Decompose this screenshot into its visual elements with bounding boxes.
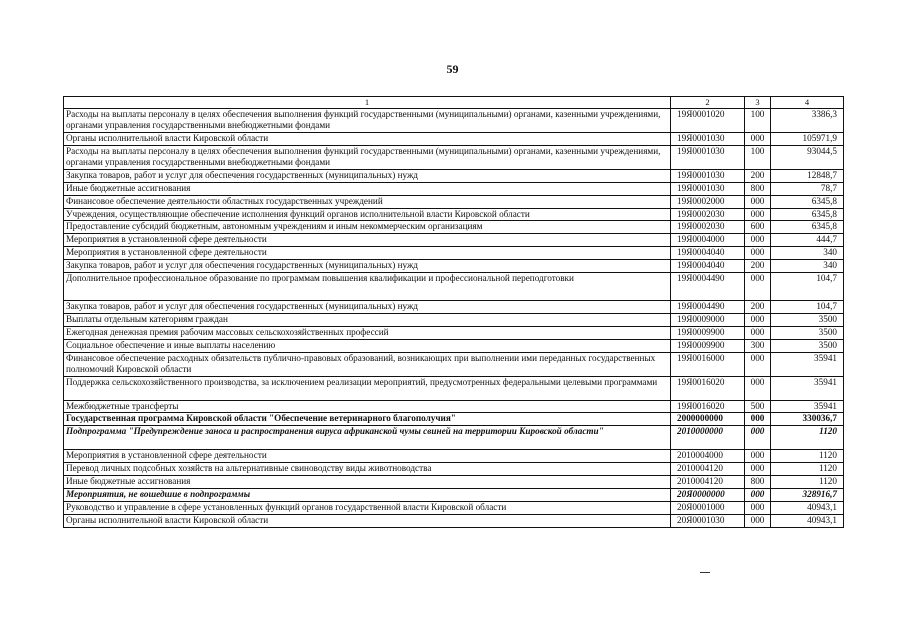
row-code-cell: 19Я0004000 — [671, 234, 745, 247]
header-col-type: 3 — [745, 97, 771, 109]
row-sum-cell: 328916,7 — [771, 489, 844, 502]
row-name-cell: Ежегодная денежная премия рабочим массовых сельскохозяйственных профессий — [64, 326, 671, 339]
row-sum-cell: 35941 — [771, 376, 844, 400]
table-row — [64, 273, 844, 301]
row-sum-cell: 3500 — [771, 326, 844, 339]
row-name-cell: Закупка товаров, работ и услуг для обеспечения государственных (муниципальных) нужд — [64, 169, 671, 182]
row-code-cell: 20Я0001000 — [671, 501, 745, 514]
table-row — [64, 326, 844, 339]
row-name-cell: Мероприятия в установленной сфере деятельности — [64, 234, 671, 247]
table-row — [64, 145, 844, 169]
row-sum-cell: 78,7 — [771, 182, 844, 195]
row-name-cell: Мероприятия, не вошедшие в подпрограммы — [64, 489, 671, 502]
row-sum-cell: 104,7 — [771, 301, 844, 314]
row-name-cell: Выплаты отдельным категориям граждан — [64, 313, 671, 326]
row-type-cell: 300 — [745, 339, 771, 352]
table-row — [64, 514, 844, 527]
row-code-cell: 19Я0002000 — [671, 195, 745, 208]
row-name-cell: Расходы на выплаты персоналу в целях обеспечения выполнения функций государственными (муниципальными) органами, казенными учреждениями, органами управления государственными внебюджетными фондами — [64, 109, 671, 133]
row-sum-cell: 3386,3 — [771, 109, 844, 133]
row-code-cell: 19Я0004490 — [671, 301, 745, 314]
row-sum-cell: 340 — [771, 247, 844, 260]
row-code-cell: 2000000000 — [671, 413, 745, 426]
row-code-cell: 19Я0016000 — [671, 352, 745, 376]
row-code-cell: 2010004120 — [671, 463, 745, 476]
row-type-cell: 500 — [745, 400, 771, 413]
row-type-cell: 000 — [745, 313, 771, 326]
row-type-cell: 000 — [745, 463, 771, 476]
table-row — [64, 247, 844, 260]
table-body — [64, 109, 844, 528]
row-name-cell: Органы исполнительной власти Кировской области — [64, 514, 671, 527]
row-name-cell: Мероприятия в установленной сфере деятельности — [64, 247, 671, 260]
row-sum-cell: 1120 — [771, 450, 844, 463]
row-sum-cell: 40943,1 — [771, 501, 844, 514]
row-code-cell: 19Я0016020 — [671, 376, 745, 400]
row-name-cell: Учреждения, осуществляющие обеспечение исполнения функций органов исполнительной власти Кировской области — [64, 208, 671, 221]
row-sum-cell: 1120 — [771, 426, 844, 450]
row-type-cell: 000 — [745, 426, 771, 450]
table-row — [64, 413, 844, 426]
table-row — [64, 195, 844, 208]
row-name-cell: Перевод личных подсобных хозяйств на альтернативные свиноводству виды животноводства — [64, 463, 671, 476]
row-type-cell: 800 — [745, 476, 771, 489]
row-type-cell: 000 — [745, 376, 771, 400]
row-sum-cell: 330036,7 — [771, 413, 844, 426]
row-name-cell: Закупка товаров, работ и услуг для обеспечения государственных (муниципальных) нужд — [64, 260, 671, 273]
row-sum-cell: 35941 — [771, 352, 844, 376]
row-code-cell: 2010004120 — [671, 476, 745, 489]
table-row — [64, 234, 844, 247]
row-type-cell: 000 — [745, 195, 771, 208]
row-name-cell: Межбюджетные трансферты — [64, 400, 671, 413]
row-sum-cell: 12848,7 — [771, 169, 844, 182]
row-sum-cell: 1120 — [771, 463, 844, 476]
row-code-cell: 19Я0009900 — [671, 339, 745, 352]
table-row — [64, 463, 844, 476]
row-sum-cell: 340 — [771, 260, 844, 273]
row-code-cell: 19Я0009900 — [671, 326, 745, 339]
row-type-cell: 000 — [745, 247, 771, 260]
page-number: 59 — [446, 62, 459, 76]
row-name-cell: Предоставление субсидий бюджетным, автономным учреждениям и иным некоммерческим организациям — [64, 221, 671, 234]
row-type-cell: 200 — [745, 169, 771, 182]
table-row — [64, 339, 844, 352]
row-code-cell: 19Я0001030 — [671, 145, 745, 169]
table-row — [64, 221, 844, 234]
row-type-cell: 000 — [745, 501, 771, 514]
row-name-cell: Подпрограмма "Предупреждение заноса и распространения вируса африканской чумы свиней на территории Кировской области" — [64, 426, 671, 450]
row-name-cell: Иные бюджетные ассигнования — [64, 476, 671, 489]
row-sum-cell: 35941 — [771, 400, 844, 413]
row-code-cell: 20Я0001030 — [671, 514, 745, 527]
row-name-cell: Руководство и управление в сфере установленных функций органов государственной власти Кировской области — [64, 501, 671, 514]
row-code-cell: 19Я0001030 — [671, 182, 745, 195]
row-sum-cell: 1120 — [771, 476, 844, 489]
row-sum-cell: 444,7 — [771, 234, 844, 247]
row-code-cell: 19Я0002030 — [671, 208, 745, 221]
table-row — [64, 301, 844, 314]
row-type-cell: 000 — [745, 133, 771, 146]
row-sum-cell: 3500 — [771, 339, 844, 352]
row-name-cell: Государственная программа Кировской области "Обеспечение ветеринарного благополучия" — [64, 413, 671, 426]
table-row — [64, 376, 844, 400]
row-name-cell: Расходы на выплаты персоналу в целях обеспечения выполнения функций государственными (муниципальными) органами, казенными учреждениями, органами управления государственными внебюджетными фондами — [64, 145, 671, 169]
row-name-cell: Органы исполнительной власти Кировской области — [64, 133, 671, 146]
row-type-cell: 200 — [745, 301, 771, 314]
row-sum-cell: 105971,9 — [771, 133, 844, 146]
header-col-code: 2 — [671, 97, 745, 109]
row-code-cell: 19Я0001020 — [671, 109, 745, 133]
row-type-cell: 000 — [745, 273, 771, 301]
row-type-cell: 000 — [745, 413, 771, 426]
table-row — [64, 133, 844, 146]
row-sum-cell: 6345,8 — [771, 208, 844, 221]
row-code-cell: 2010000000 — [671, 426, 745, 450]
row-type-cell: 000 — [745, 234, 771, 247]
row-sum-cell: 6345,8 — [771, 221, 844, 234]
row-code-cell: 19Я0016020 — [671, 400, 745, 413]
table-row — [64, 313, 844, 326]
row-sum-cell: 40943,1 — [771, 514, 844, 527]
table-row — [64, 352, 844, 376]
row-name-cell: Финансовое обеспечение расходных обязательств публично-правовых образований, возникающих при выполнении ими переданных государственных полномочий Кировской области — [64, 352, 671, 376]
row-name-cell: Социальное обеспечение и иные выплаты населению — [64, 339, 671, 352]
row-code-cell: 2010004000 — [671, 450, 745, 463]
row-type-cell: 000 — [745, 352, 771, 376]
row-type-cell: 100 — [745, 109, 771, 133]
row-code-cell: 19Я0001030 — [671, 133, 745, 146]
row-code-cell: 19Я0009000 — [671, 313, 745, 326]
row-type-cell: 600 — [745, 221, 771, 234]
header-col-name: 1 — [64, 97, 671, 109]
row-type-cell: 000 — [745, 489, 771, 502]
row-sum-cell: 104,7 — [771, 273, 844, 301]
row-type-cell: 200 — [745, 260, 771, 273]
table-row — [64, 476, 844, 489]
table-row — [64, 501, 844, 514]
row-code-cell: 19Я0002030 — [671, 221, 745, 234]
row-type-cell: 000 — [745, 450, 771, 463]
row-code-cell: 19Я0004040 — [671, 260, 745, 273]
table-row — [64, 426, 844, 450]
row-type-cell: 000 — [745, 514, 771, 527]
row-name-cell: Дополнительное профессиональное образование по программам повышения квалификации и профессиональной переподготовки — [64, 273, 671, 301]
table-row — [64, 169, 844, 182]
header-col-sum: 4 — [771, 97, 844, 109]
row-type-cell: 800 — [745, 182, 771, 195]
row-name-cell: Мероприятия в установленной сфере деятельности — [64, 450, 671, 463]
row-sum-cell: 6345,8 — [771, 195, 844, 208]
row-name-cell: Финансовое обеспечение деятельности областных государственных учреждений — [64, 195, 671, 208]
table-row — [64, 208, 844, 221]
row-code-cell: 19Я0001030 — [671, 169, 745, 182]
budget-table — [63, 96, 844, 528]
table-row — [64, 400, 844, 413]
row-sum-cell: 3500 — [771, 313, 844, 326]
row-name-cell: Иные бюджетные ассигнования — [64, 182, 671, 195]
table-header-row — [64, 97, 844, 109]
table-row — [64, 109, 844, 133]
row-sum-cell: 93044,5 — [771, 145, 844, 169]
row-code-cell: 20Я0000000 — [671, 489, 745, 502]
row-type-cell: 000 — [745, 326, 771, 339]
scan-mark — [700, 572, 710, 573]
row-type-cell: 100 — [745, 145, 771, 169]
table-row — [64, 260, 844, 273]
table-row — [64, 450, 844, 463]
row-code-cell: 19Я0004040 — [671, 247, 745, 260]
row-name-cell: Поддержка сельскохозяйственного производства, за исключением реализации мероприятий, предусмотренных федеральными целевыми программами — [64, 376, 671, 400]
row-type-cell: 000 — [745, 208, 771, 221]
table-row — [64, 182, 844, 195]
row-code-cell: 19Я0004490 — [671, 273, 745, 301]
row-name-cell: Закупка товаров, работ и услуг для обеспечения государственных (муниципальных) нужд — [64, 301, 671, 314]
table-row — [64, 489, 844, 502]
